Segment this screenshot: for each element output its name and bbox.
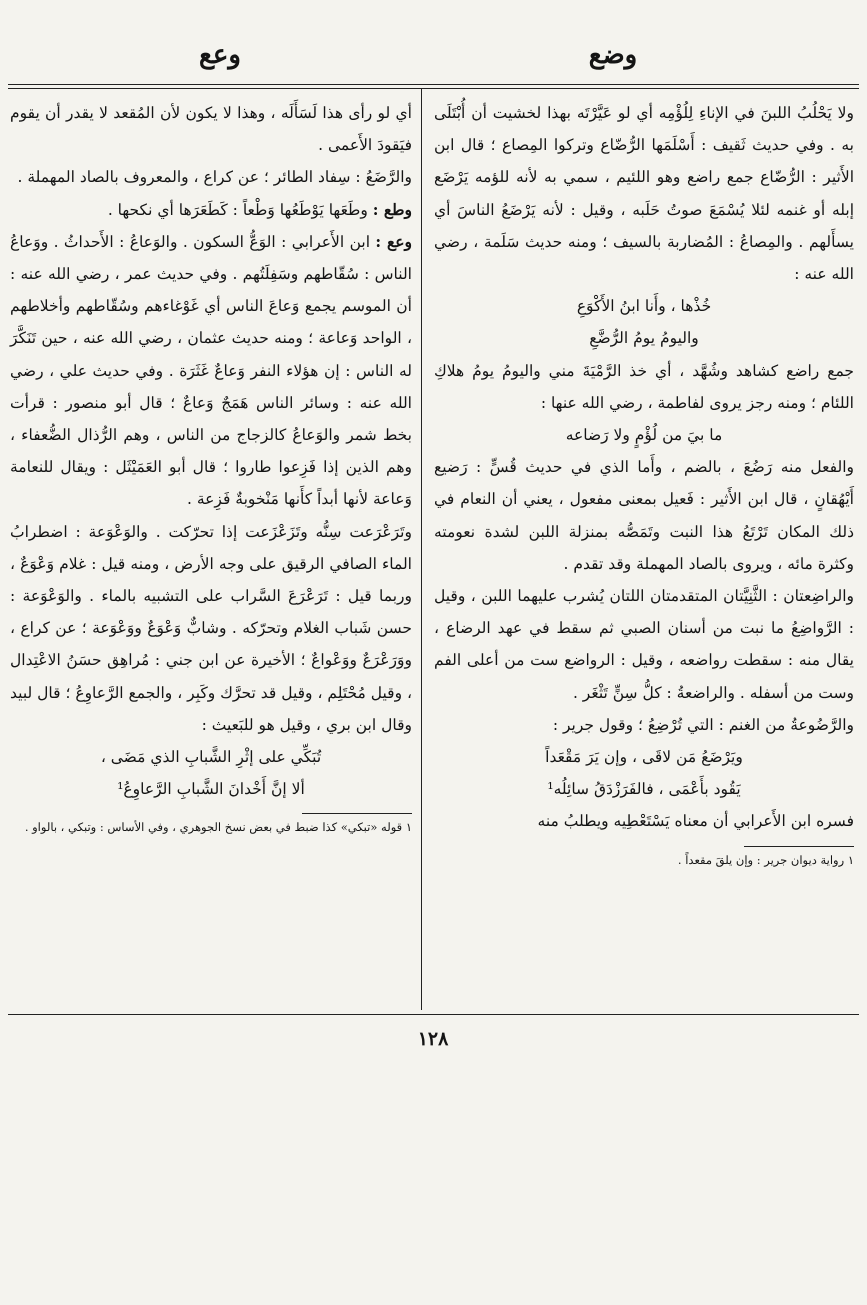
left-verse-line-2: ألا إنَّ أَخْدانَ الشَّبابِ الرَّعاوِعُ¹ [117, 780, 305, 799]
entry-waaa [10, 226, 412, 516]
left-paragraph-2: والرَّضَعُ : سِفاد الطائر ؛ عن كراع ، والمعروف بالصاد المهملة . [17, 168, 412, 187]
right-paragraph-3: والفعل منه رَضُعَ ، بالضم ، وأَما الذي في حديث قُسٍّ : رَضيع أَيْهُقانٍ ، قال ابن الأَثير : فَعيل بمعنى مفعول ، يعني أن النعام في ذلك المكان تَرْتَعُ هذا النبت وتَمَصُّه بمنزلة اللبن لشدة نعومته وكثرة مائه ، ويروى بالصاد المهملة وقد تقدم . [434, 458, 854, 573]
left-paragraph-5: وتَرَعْرَعت سِنُّه وتَزَعْزَعت إذا تحرّكت . والوَعْوَعة : اضطرابُ الماء الصافي الرقيق على وجه الأرض ، ومنه قيل : غلام وَعْوَعٌ ، وربما قيل : تَرَعْرَعَ السَّراب على التشبيه بالماء . والوَعْوَعة : حسن شَباب الغلام وتحرّكه . وشابٌّ وَعْوَعٌ ووَعْوَعة ؛ عن كراع ، ووَرَعْرَعٌ ووَعْواعٌ ؛ الأخيرة عن ابن جني : مُراهِق حسَنُ الاعْتِدال ، وقيل مُحْتَلِم ، وقيل قد تحرَّك وكَبِر ، والجمع الرَّعاوِعُ ؛ قال لبيد وقال ابن بري ، وقيل هو للبَعيث : [10, 522, 412, 734]
left-footnote-separator [302, 813, 412, 814]
left-column [10, 97, 412, 837]
entry-waaa-body: ابن الأَعرابي : الوَعُّ السكون . والوَعاعُ : الأَحداثُ . ووَعاعُ الناس : سُقّاطهم وسَفِلَتُهم . وفي حديث عمر ، رضي الله عنه : أن الموسم يجمع وَعاعَ الناس أي غَوْغاءهم وسُقّاطهم وأخلاطهم ، الواحد وَعاعة ؛ ومنه حديث عثمان ، رضي الله عنه ، حين تَنَكَّرَ له الناس : إن هؤلاء النفر وَعاعٌ غَثَرَة . وفي حديث علي ، رضي الله عنه : وسائر الناس هَمَجٌ وَعاعٌ ؛ قال أبو منصور : قرأت بخط شمر والوَعاعُ كالزجاج من الناس ، وهم الرُّذال الضُّعفاء ، وهم الذين إذا فَزِعوا طاروا ؛ قال أبو العَمَيْثَل : ويقال للنعامة وَعاعة لأنها أبداً كأَنها مَنْخوبةٌ فَزِعة . [10, 232, 412, 509]
header-rule [8, 84, 859, 85]
right-paragraph-6: فسره ابن الأَعرابي أن معناه يَسْتَعْطِيه ويطلبُ منه [537, 812, 854, 831]
entry-watta-body: وطَعَها يَوْطَعُها وَطْعاً : كَطَعَرَها أي نكحها . [107, 200, 373, 219]
left-verse-line-1: تُبَكِّي على إثْرِ الشَّبابِ الذي مَضَى ، [100, 748, 322, 767]
footer-rule [8, 1014, 859, 1015]
headword-waaa: وعع : [375, 231, 412, 251]
right-verse-1-line-2: واليومُ يومُ الرُّضَّعِ [589, 329, 699, 348]
headword-watta: وطع : [372, 199, 412, 219]
header-rule-thin [8, 88, 859, 89]
right-verse-3-line-2: يَقُود بأَعْمَى ، فالفَرَزْدَقُ سائِلُه¹ [547, 780, 741, 799]
right-verse-2: ما بيَ من لُؤْمٍ ولا رَضاعه [565, 426, 723, 445]
right-verse-3-line-1: ويَرْضَعُ مَن لاقَى ، وإن يَرَ مَقْعَداً [545, 748, 743, 767]
right-footnote-separator [744, 846, 854, 847]
page-number: ١٢٨ [417, 1028, 449, 1050]
right-footnote: ١ رواية ديوان جرير : وإن يلقَ مقعداً . [677, 852, 854, 867]
left-footnote: ١ قوله «تبكي» كذا ضبط في بعض نسخ الجوهري ، وفي الأساس : وتبكي ، بالواو . [24, 820, 412, 835]
page-header-left-word: وعع [199, 40, 241, 70]
right-paragraph-1: ولا يَحْلُبُ اللبنَ في الإناءِ لِلُؤْمِه أي لو عَيَّرْتَه بهذا لخشيت أن أُبْتَلَى به . وفي حديث ثَقيف : أَسْلَمَها الرُّضّاع وتركوا المِصاع ؛ قال ابن الأَثير : الرُّضّاع جمع راضع وهو اللئيم ، سمي به لأنه للؤمه يَرْضَع إبله أو غنمه لئلا يُسْمَعَ صوتُ حَلَبه ، وقيل : لأنه يَرْضَعُ الناسَ أي يسأَلهم . والمِصاعُ : المُضاربة بالسيف ؛ ومنه حديث سَلَمة ، رضي الله عنه : [434, 104, 854, 284]
right-column [434, 97, 854, 870]
right-paragraph-4: والراضِعتان : الثَّنِيَّتان المتقدمتان اللتان يُشرب عليهما اللبن ، وقيل : الرَّواضِعُ ما نبت من أسنان الصبي ثم سقط في عهد الرضاع ، يقال منه : سقطت رواضعه ، وقيل : الرواضع ست من أعلى الفم وست من أسفله . والراضعةُ : كلُّ سِنٍّ تَثْغَر . [434, 587, 854, 702]
right-paragraph-2: جمع راضع كشاهد وشُهَّد ، أي خذ الرَّمْيَةَ مني واليومُ يومُ هلاكِ اللئام ؛ ومنه رجز يروى لفاطمة ، رضي الله عنها : [434, 361, 854, 412]
left-paragraph-1: أي لو رأى هذا لَسَأَلَه ، وهذا لا يكون لأن المُقعد لا يقدر أن يقوم فيَقودَ الأَعمى . [10, 104, 412, 155]
page-header-right-word: وضع [588, 40, 638, 70]
right-verse-1-line-1: خُذْها ، وأَنا ابنُ الأَكْوَعِ [576, 297, 712, 316]
entry-watta [10, 194, 412, 226]
column-divider [421, 88, 422, 1010]
right-paragraph-5: والرَّضُوعةُ من الغنم : التي تُرْضِعُ ؛ وقول جرير : [552, 715, 854, 734]
